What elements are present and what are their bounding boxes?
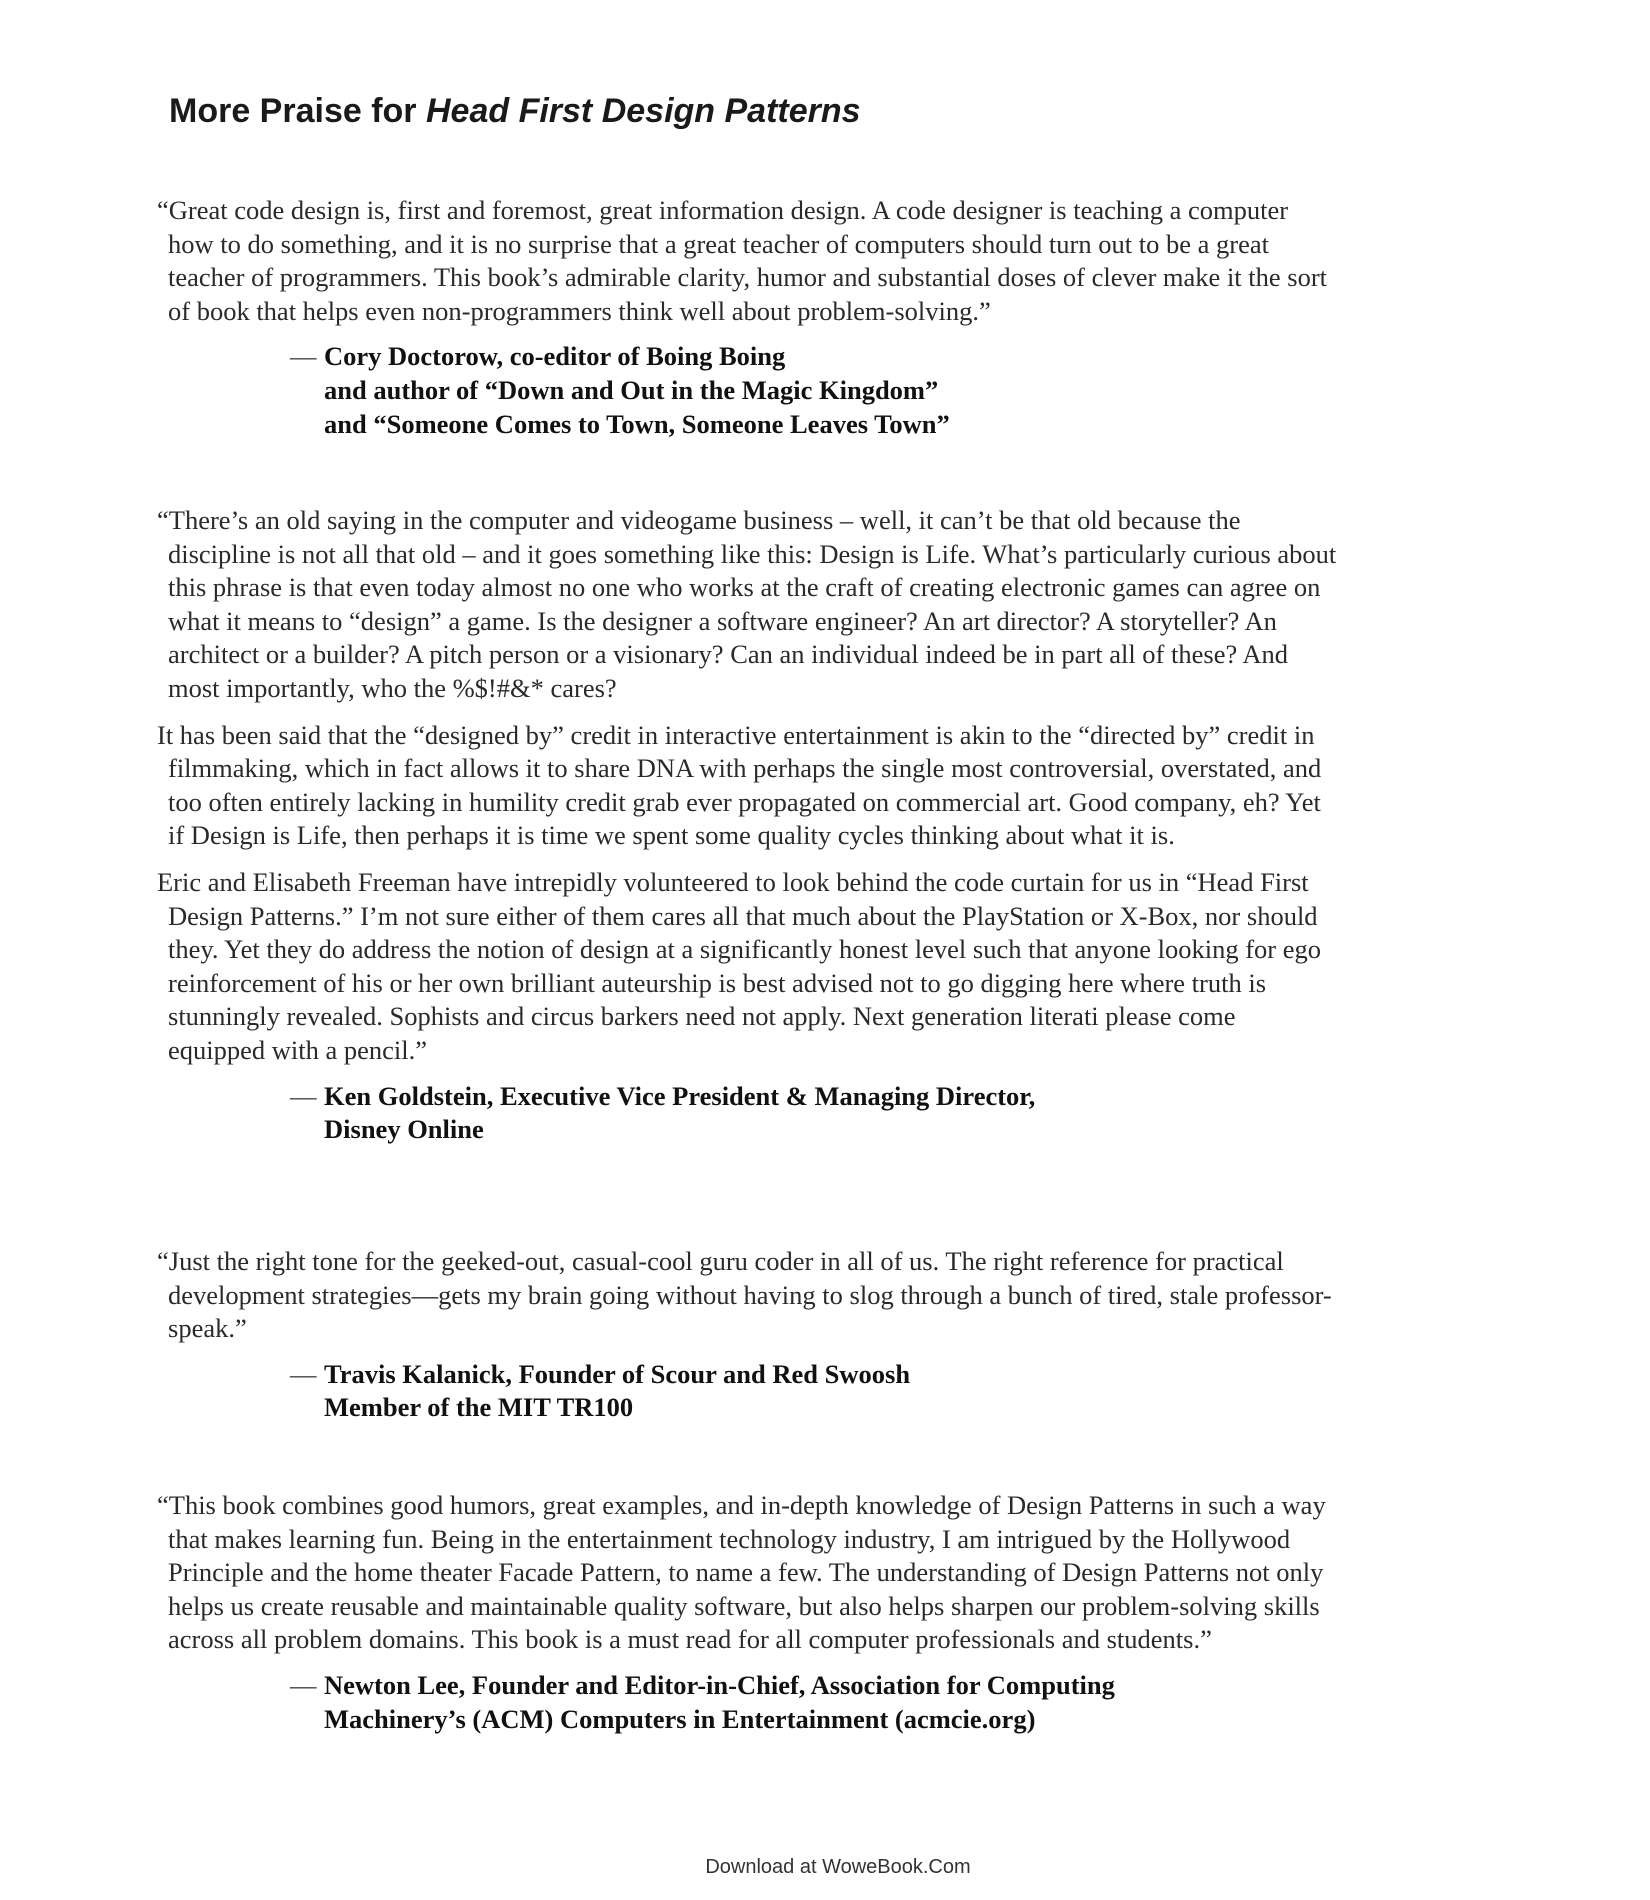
quote-paragraph: It has been said that the “designed by” credit in interactive entertainment is akin to the “directed by” credit in filmmaking, which in fact allows it to share DNA with perhaps the single most controversial, overstated, and too often entirely lacking in humility credit grab ever propagated on commercial art. Good company, eh? Yet if Design is Life, then perhaps it is time we spent some quality cycles thinking about what it is. (157, 719, 1322, 851)
attribution-line: Disney Online (324, 1114, 484, 1145)
quote-paragraph: “There’s an old saying in the computer and videogame business – well, it can’t be that old because the discipline is not all that old – and it goes something like this: Design is Life. What’s particularly curious about this phrase is that even today almost no one who works at the craft of creating electronic games can agree on what it means to “design” a game. Is the designer a software engineer? An art director? A storyteller? An architect or a builder? A pitch person or a visionary? Can an individual indeed be in part all of these? And most importantly, who the %$!#&* cares? (157, 505, 1337, 703)
footer-text: Download at WoweBook.Com (705, 1856, 971, 1878)
attribution-dash: — (290, 1358, 317, 1389)
attribution (157, 1080, 1337, 1147)
praise-quote-kalanick (157, 1245, 1337, 1425)
attribution-line: Newton Lee, Founder and Editor-in-Chief, Association for Computing (324, 1669, 1115, 1700)
attribution-line: Travis Kalanick, Founder of Scour and Red Swoosh (324, 1358, 911, 1389)
page-title (169, 92, 861, 131)
attribution-dash: — (290, 1669, 317, 1700)
attribution-dash: — (290, 1080, 317, 1111)
quote-paragraph: Eric and Elisabeth Freeman have intrepidly volunteered to look behind the code curtain for us in “Head First Design Patterns.” I’m not sure either of them cares all that much about the PlayStation or X-Box, nor should they. Yet they do address the notion of design at a significantly honest level such that anyone looking for ego reinforcement of his or her own brilliant auteurship is best advised not to go digging here where truth is stunningly revealed. Sophists and circus barkers need not apply. Next generation literati please come equipped with a pencil.” (157, 866, 1322, 1065)
attribution-line: and “Someone Comes to Town, Someone Leaves Town” (324, 408, 950, 439)
praise-quote-lee (157, 1489, 1337, 1736)
quote-paragraph: “This book combines good humors, great examples, and in-depth knowledge of Design Patterns in such a way that makes learning fun. Being in the entertainment technology industry, I am intrigued by the Hollywood Principle and the home theater Facade Pattern, to name a few. The understanding of Design Patterns not only helps us create reusable and maintainable quality software, but also helps sharpen our problem-solving skills across all problem domains. This book is a must read for all computer professionals and students.” (157, 1490, 1326, 1655)
attribution-line: Member of the MIT TR100 (324, 1392, 634, 1423)
footer-watermark (0, 1856, 1650, 1879)
attribution (157, 340, 1337, 441)
quote-paragraph: “Just the right tone for the geeked-out, casual-cool guru coder in all of us. The right reference for practical development strategies—gets my brain going without having to slog through a bunch of tired, stale professor-speak.” (157, 1246, 1332, 1344)
attribution-line: Cory Doctorow, co-editor of Boing Boing (324, 341, 786, 372)
attribution-line: Machinery’s (ACM) Computers in Entertainment (acmcie.org) (324, 1703, 1036, 1734)
title-prefix: More Praise for (169, 92, 426, 130)
attribution (157, 1669, 1337, 1736)
book-title: Head First Design Patterns (425, 92, 861, 130)
praise-quote-goldstein (157, 504, 1337, 1147)
praise-quote-doctorow (157, 194, 1337, 441)
attribution (157, 1358, 1337, 1425)
quote-paragraph: “Great code design is, first and foremost, great information design. A code designer is teaching a computer how to do something, and it is no surprise that a great teacher of computers should turn out to be a great teacher of programmers. This book’s admirable clarity, humor and substantial doses of clever make it the sort of book that helps even non-programmers think well about problem-solving.” (157, 195, 1328, 326)
attribution-dash: — (290, 341, 317, 372)
attribution-line: and author of “Down and Out in the Magic Kingdom” (324, 374, 939, 405)
attribution-line: Ken Goldstein, Executive Vice President & Managing Director, (324, 1080, 1036, 1111)
